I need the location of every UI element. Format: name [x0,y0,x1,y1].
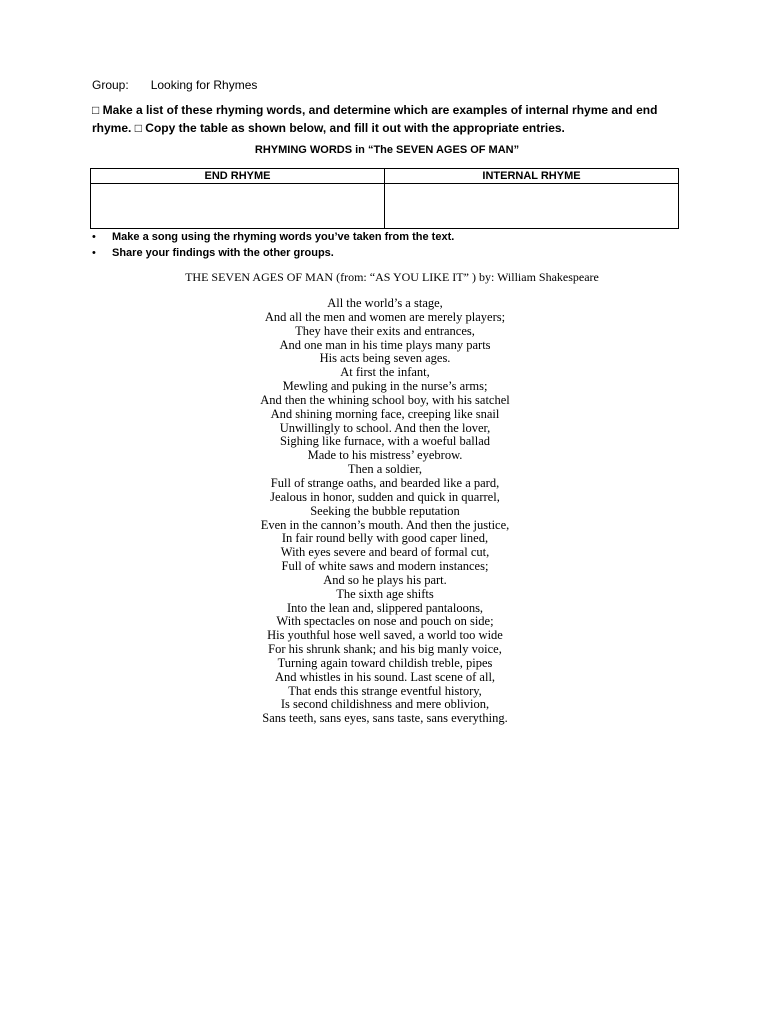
poem-line: Unwillingly to school. And then the lover, [279,420,491,435]
box-glyph-icon: □ [134,121,142,135]
poem-heading: THE SEVEN AGES OF MAN (from: “AS YOU LIKE IT” ) by: William Shakespeare [185,270,599,284]
end-rhyme-cell [91,184,385,229]
poem-line: Full of white saws and modern instances; [281,559,489,574]
poem-line: In fair round belly with good caper lined, [281,531,489,546]
poem-line: Then a soldier, [347,462,423,477]
poem-line: Mewling and puking in the nurse’s arms; [282,379,488,394]
poem-line: Seeking the bubble reputation [310,503,460,518]
poem-line: The sixth age shifts [336,586,434,601]
poem-line: For his shrunk shank; and his big manly voice, [268,642,502,657]
poem-line: With eyes severe and beard of formal cut, [280,545,490,560]
poem-line: And one man in his time plays many parts [279,337,491,352]
list-item: • Make a song using the rhyming words you’ve taken from the text. [92,229,652,245]
poem-line: All the world’s a stage, [327,296,443,310]
poem-line: And all the men and women are merely players; [264,309,506,324]
poem-line: At first the infant, [340,365,430,380]
poem-line: Sans teeth, sans eyes, sans taste, sans everything. [262,711,508,726]
box-glyph-icon: □ [92,103,100,117]
group-name: Looking for Rhymes [150,78,258,92]
poem-text [150,297,620,726]
group-line [92,77,257,93]
table-title: RHYMING WORDS in “The SEVEN AGES OF MAN” [254,144,520,156]
instructions [92,101,692,137]
poem-line: Even in the cannon’s mouth. And then the justice, [260,517,510,532]
end-rhyme-header: END RHYME [91,169,385,184]
poem-line: And whistles in his sound. Last scene of all, [274,669,496,684]
instruction-copy-table: Copy the table as shown below, and fill it out with the appropriate entries. [145,121,565,135]
poem-line: That ends this strange eventful history, [288,683,482,698]
poem-line: Sighing like furnace, with a woeful ballad [279,434,490,449]
poem-line: Made to his mistress’ eyebrow. [307,448,463,463]
poem-line: Turning again toward childish treble, pipes [277,655,493,670]
poem-line: Into the lean and, slippered pantaloons, [286,600,484,615]
poem-line: His acts being seven ages. [319,351,451,366]
table-row [91,184,679,229]
instruction-list-words: Make a list of these rhyming words, and determine which are examples of internal rhyme and end rhyme. [92,103,658,135]
table-header-row [91,169,679,184]
poem-line: They have their exits and entrances, [295,323,475,338]
internal-rhyme-header: INTERNAL RHYME [385,169,679,184]
poem-line: Is second childishness and mere oblivion, [280,697,490,712]
poem-line: And then the whining school boy, with his satchel [260,392,510,407]
poem-line: With spectacles on nose and pouch on side; [276,614,494,629]
poem-line: Full of strange oaths, and bearded like a pard, [270,475,500,490]
list-item: • Share your findings with the other groups. [92,245,652,261]
group-label: Group: [92,78,129,92]
poem-line: And shining morning face, creeping like snail [270,406,500,421]
rhyme-table [90,168,679,229]
poem-line: And so he plays his part. [323,572,447,587]
task-list [92,229,652,261]
poem-line: His youthful hose well saved, a world too wide [267,628,503,643]
poem-line: Jealous in honor, sudden and quick in quarrel, [270,489,500,504]
internal-rhyme-cell [385,184,679,229]
